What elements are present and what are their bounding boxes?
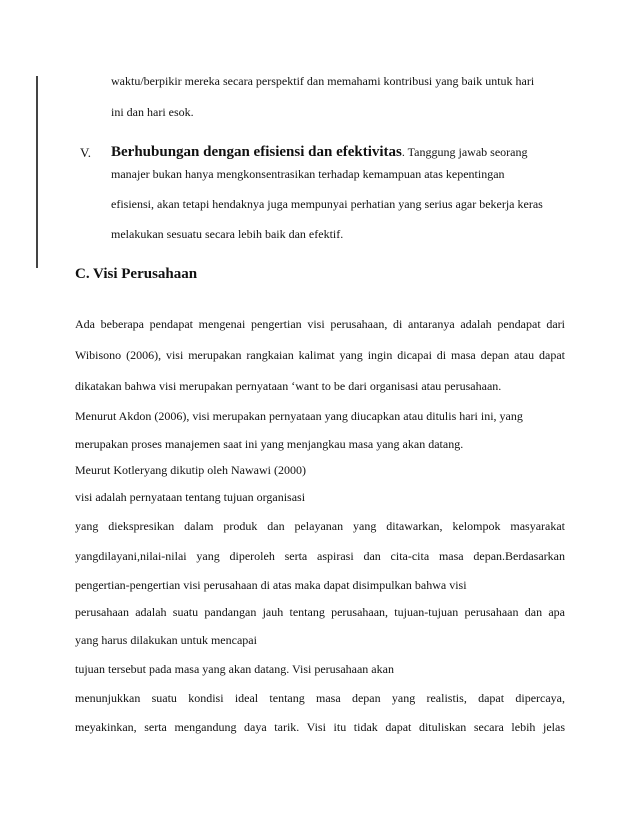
paragraph-line: pengertian-pengertian visi perusahaan di atas maka dapat disimpulkan bahwa visi [75, 578, 467, 592]
paragraph-line: menunjukkan suatu kondisi ideal tentang masa depan yang realistis, dapat dipercaya, [75, 691, 565, 705]
paragraph-line: yangdilayani,nilai-nilai yang diperoleh serta aspirasi dan cita-cita masa depan.Berdasarkan [75, 549, 565, 563]
paragraph-line: tujuan tersebut pada masa yang akan datang. Visi perusahaan akan [75, 662, 394, 676]
list-item-line: melakukan sesuatu secara lebih baik dan efektif. [111, 227, 344, 241]
paragraph-line: yang harus dilakukan untuk mencapai [75, 633, 257, 647]
paragraph-line: yang diekspresikan dalam produk dan pelayanan yang ditawarkan, kelompok masyarakat [75, 519, 565, 533]
paragraph-line: Wibisono (2006), visi merupakan rangkaian kalimat yang ingin dicapai di masa depan atau dapat [75, 348, 565, 362]
paragraph-line: Menurut Akdon (2006), visi merupakan pernyataan yang diucapkan atau ditulis hari ini, yang [75, 409, 523, 423]
paragraph-line: dikatakan bahwa visi merupakan pernyataan ‘want to be dari organisasi atau perusahaan. [75, 379, 502, 393]
paragraph-line: merupakan proses manajemen saat ini yang menjangkau masa yang akan datang. [75, 437, 464, 451]
paragraph-line: visi adalah pernyataan tentang tujuan organisasi [75, 490, 306, 504]
paragraph-line: Ada beberapa pendapat mengenai pengertian visi perusahaan, di antaranya adalah pendapat dari [75, 317, 565, 331]
margin-bar [36, 76, 38, 268]
list-item-line: manajer bukan hanya mengkonsentrasikan terhadap kemampuan atas kepentingan [111, 167, 505, 181]
section-heading: C. Visi Perusahaan [75, 266, 198, 282]
list-continuation-line: ini dan hari esok. [111, 105, 194, 119]
list-continuation-line: waktu/berpikir mereka secara perspektif dan memahami kontribusi yang baik untuk hari [111, 74, 535, 88]
list-item-heading [111, 143, 527, 161]
list-item-heading-rest: . Tanggung jawab seorang [401, 145, 528, 159]
list-item-heading-bold: Berhubungan dengan efisiensi dan efektivitas [111, 144, 402, 160]
list-item-line: efisiensi, akan tetapi hendaknya juga mempunyai perhatian yang serius agar bekerja keras [111, 197, 543, 211]
paragraph-line: perusahaan adalah suatu pandangan jauh tentang perusahaan, tujuan-tujuan perusahaan dan apa [75, 605, 565, 619]
list-item-marker: V. [80, 145, 91, 160]
paragraph-line: meyakinkan, serta mengandung daya tarik. Visi itu tidak dapat dituliskan secara lebih jelas [75, 720, 565, 734]
paragraph-line: Meurut Kotleryang dikutip oleh Nawawi (2000) [75, 463, 306, 477]
